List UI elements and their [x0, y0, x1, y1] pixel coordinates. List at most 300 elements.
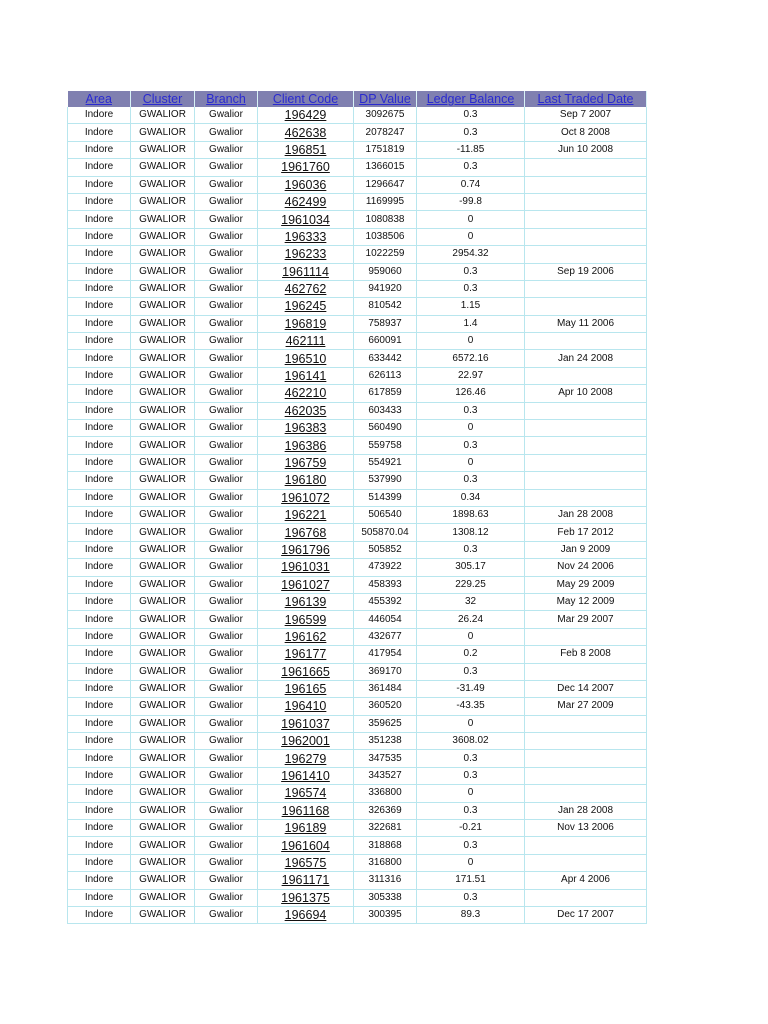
branch-cell: Gwalior: [195, 646, 258, 663]
ledger-balance-cell: 0: [417, 228, 525, 245]
client-code-link[interactable]: 196510: [258, 350, 354, 367]
dp-value-cell: 336800: [354, 785, 417, 802]
dp-value-cell: 554921: [354, 454, 417, 471]
ledger-balance-cell: 0.3: [417, 541, 525, 558]
branch-cell: Gwalior: [195, 837, 258, 854]
branch-cell: Gwalior: [195, 176, 258, 193]
client-code-link[interactable]: 1961072: [258, 489, 354, 506]
area-cell: Indore: [68, 559, 131, 576]
table-row: [68, 385, 647, 402]
area-cell: Indore: [68, 350, 131, 367]
table-row: [68, 524, 647, 541]
branch-cell: Gwalior: [195, 906, 258, 923]
area-cell: Indore: [68, 280, 131, 297]
last-traded-date-cell: Oct 8 2008: [525, 124, 647, 141]
ledger-balance-cell: 0.3: [417, 663, 525, 680]
branch-cell: Gwalior: [195, 437, 258, 454]
client-code-link[interactable]: 1961796: [258, 541, 354, 558]
last-traded-date-cell: [525, 176, 647, 193]
cluster-cell: GWALIOR: [131, 402, 195, 419]
client-code-link[interactable]: 1961665: [258, 663, 354, 680]
dp-value-cell: 369170: [354, 663, 417, 680]
table-row: [68, 159, 647, 176]
cluster-cell: GWALIOR: [131, 715, 195, 732]
area-cell: Indore: [68, 906, 131, 923]
ledger-balance-cell: -0.21: [417, 820, 525, 837]
client-code-link[interactable]: 1961410: [258, 767, 354, 784]
cluster-cell: GWALIOR: [131, 906, 195, 923]
cluster-cell: GWALIOR: [131, 524, 195, 541]
dp-value-cell: 758937: [354, 315, 417, 332]
area-cell: Indore: [68, 576, 131, 593]
last-traded-date-cell: May 11 2006: [525, 315, 647, 332]
last-traded-date-cell: [525, 437, 647, 454]
last-traded-date-cell: Mar 29 2007: [525, 611, 647, 628]
last-traded-date-cell: [525, 628, 647, 645]
dp-value-cell: 1080838: [354, 211, 417, 228]
branch-cell: Gwalior: [195, 367, 258, 384]
ledger-balance-cell: 0.3: [417, 107, 525, 124]
branch-cell: Gwalior: [195, 315, 258, 332]
ledger-balance-cell: 1308.12: [417, 524, 525, 541]
dp-value-cell: 1022259: [354, 246, 417, 263]
ledger-balance-cell: 0: [417, 333, 525, 350]
client-code-link[interactable]: 1961168: [258, 802, 354, 819]
branch-cell: Gwalior: [195, 246, 258, 263]
branch-cell: Gwalior: [195, 298, 258, 315]
ledger-balance-cell: 0.3: [417, 159, 525, 176]
client-code-link[interactable]: 1961027: [258, 576, 354, 593]
area-cell: Indore: [68, 107, 131, 124]
dp-value-cell: 506540: [354, 506, 417, 523]
ledger-balance-cell: 0: [417, 420, 525, 437]
dp-value-cell: 2078247: [354, 124, 417, 141]
dp-value-cell: 316800: [354, 854, 417, 871]
table-row: [68, 246, 647, 263]
last-traded-date-cell: [525, 750, 647, 767]
client-code-link[interactable]: 1962001: [258, 733, 354, 750]
branch-cell: Gwalior: [195, 802, 258, 819]
branch-cell: Gwalior: [195, 559, 258, 576]
ledger-balance-cell: 32: [417, 593, 525, 610]
table-row: [68, 489, 647, 506]
table-row: [68, 680, 647, 697]
area-cell: Indore: [68, 211, 131, 228]
client-code-link[interactable]: 196694: [258, 906, 354, 923]
area-cell: Indore: [68, 454, 131, 471]
cluster-cell: GWALIOR: [131, 802, 195, 819]
client-code-link[interactable]: 196233: [258, 246, 354, 263]
cluster-cell: GWALIOR: [131, 489, 195, 506]
branch-cell: Gwalior: [195, 454, 258, 471]
table-row: [68, 593, 647, 610]
last-traded-date-cell: [525, 489, 647, 506]
column-header-cluster[interactable]: Cluster: [131, 91, 195, 107]
branch-cell: Gwalior: [195, 611, 258, 628]
area-cell: Indore: [68, 124, 131, 141]
ledger-balance-cell: 305.17: [417, 559, 525, 576]
cluster-cell: GWALIOR: [131, 159, 195, 176]
column-header-dp-value[interactable]: DP Value: [354, 91, 417, 107]
client-code-link[interactable]: 196141: [258, 367, 354, 384]
client-code-link[interactable]: 196279: [258, 750, 354, 767]
branch-cell: Gwalior: [195, 141, 258, 158]
client-code-link[interactable]: 196575: [258, 854, 354, 871]
client-code-link[interactable]: 462638: [258, 124, 354, 141]
branch-cell: Gwalior: [195, 107, 258, 124]
client-code-link[interactable]: 1961760: [258, 159, 354, 176]
ledger-balance-cell: 2954.32: [417, 246, 525, 263]
client-code-link[interactable]: 1961031: [258, 559, 354, 576]
cluster-cell: GWALIOR: [131, 646, 195, 663]
last-traded-date-cell: [525, 472, 647, 489]
branch-cell: Gwalior: [195, 333, 258, 350]
last-traded-date-cell: Feb 8 2008: [525, 646, 647, 663]
client-ledger-table: [67, 91, 647, 924]
area-cell: Indore: [68, 298, 131, 315]
cluster-cell: GWALIOR: [131, 837, 195, 854]
table-row: [68, 124, 647, 141]
ledger-balance-cell: 89.3: [417, 906, 525, 923]
cluster-cell: GWALIOR: [131, 611, 195, 628]
cluster-cell: GWALIOR: [131, 872, 195, 889]
ledger-balance-cell: 0: [417, 785, 525, 802]
client-code-link[interactable]: 196768: [258, 524, 354, 541]
dp-value-cell: 1366015: [354, 159, 417, 176]
ledger-balance-cell: 126.46: [417, 385, 525, 402]
ledger-balance-cell: 0.2: [417, 646, 525, 663]
column-header-ledger-balance[interactable]: Ledger Balance: [417, 91, 525, 107]
area-cell: Indore: [68, 698, 131, 715]
header-row: [68, 91, 647, 107]
area-cell: Indore: [68, 263, 131, 280]
column-header-area[interactable]: Area: [68, 91, 131, 107]
column-header-client-code[interactable]: Client Code: [258, 91, 354, 107]
cluster-cell: GWALIOR: [131, 820, 195, 837]
last-traded-date-cell: Jan 28 2008: [525, 506, 647, 523]
last-traded-date-cell: [525, 228, 647, 245]
branch-cell: Gwalior: [195, 489, 258, 506]
last-traded-date-cell: Dec 17 2007: [525, 906, 647, 923]
area-cell: Indore: [68, 228, 131, 245]
table-row: [68, 646, 647, 663]
last-traded-date-cell: [525, 889, 647, 906]
last-traded-date-cell: [525, 663, 647, 680]
dp-value-cell: 351238: [354, 733, 417, 750]
cluster-cell: GWALIOR: [131, 750, 195, 767]
cluster-cell: GWALIOR: [131, 350, 195, 367]
client-code-link[interactable]: 196036: [258, 176, 354, 193]
table-row: [68, 211, 647, 228]
branch-cell: Gwalior: [195, 576, 258, 593]
branch-cell: Gwalior: [195, 715, 258, 732]
last-traded-date-cell: Nov 13 2006: [525, 820, 647, 837]
table-row: [68, 767, 647, 784]
dp-value-cell: 537990: [354, 472, 417, 489]
last-traded-date-cell: Mar 27 2009: [525, 698, 647, 715]
cluster-cell: GWALIOR: [131, 141, 195, 158]
dp-value-cell: 322681: [354, 820, 417, 837]
branch-cell: Gwalior: [195, 524, 258, 541]
last-traded-date-cell: [525, 854, 647, 871]
table-row: [68, 559, 647, 576]
client-code-link[interactable]: 196165: [258, 680, 354, 697]
client-code-link[interactable]: 196429: [258, 107, 354, 124]
area-cell: Indore: [68, 333, 131, 350]
client-code-link[interactable]: 196851: [258, 141, 354, 158]
client-code-link[interactable]: 196139: [258, 593, 354, 610]
area-cell: Indore: [68, 472, 131, 489]
last-traded-date-cell: [525, 402, 647, 419]
ledger-balance-cell: -31.49: [417, 680, 525, 697]
table-row: [68, 628, 647, 645]
last-traded-date-cell: Apr 10 2008: [525, 385, 647, 402]
area-cell: Indore: [68, 872, 131, 889]
client-code-link[interactable]: 1961114: [258, 263, 354, 280]
table-body: [68, 107, 647, 924]
branch-cell: Gwalior: [195, 854, 258, 871]
client-code-link[interactable]: 196383: [258, 420, 354, 437]
cluster-cell: GWALIOR: [131, 263, 195, 280]
branch-cell: Gwalior: [195, 280, 258, 297]
table-row: [68, 333, 647, 350]
table-row: [68, 141, 647, 158]
last-traded-date-cell: [525, 785, 647, 802]
cluster-cell: GWALIOR: [131, 733, 195, 750]
last-traded-date-cell: [525, 733, 647, 750]
cluster-cell: GWALIOR: [131, 228, 195, 245]
branch-cell: Gwalior: [195, 263, 258, 280]
client-code-link[interactable]: 462035: [258, 402, 354, 419]
last-traded-date-cell: [525, 280, 647, 297]
client-code-link[interactable]: 1961034: [258, 211, 354, 228]
area-cell: Indore: [68, 767, 131, 784]
ledger-balance-cell: -11.85: [417, 141, 525, 158]
dp-value-cell: 305338: [354, 889, 417, 906]
client-code-link[interactable]: 462210: [258, 385, 354, 402]
client-code-link[interactable]: 196574: [258, 785, 354, 802]
dp-value-cell: 959060: [354, 263, 417, 280]
client-code-link[interactable]: 196819: [258, 315, 354, 332]
client-code-link[interactable]: 196177: [258, 646, 354, 663]
client-code-link[interactable]: 1961375: [258, 889, 354, 906]
client-code-link[interactable]: 196333: [258, 228, 354, 245]
client-code-link[interactable]: 462762: [258, 280, 354, 297]
last-traded-date-cell: [525, 454, 647, 471]
dp-value-cell: 326369: [354, 802, 417, 819]
cluster-cell: GWALIOR: [131, 211, 195, 228]
table-row: [68, 454, 647, 471]
area-cell: Indore: [68, 733, 131, 750]
last-traded-date-cell: Dec 14 2007: [525, 680, 647, 697]
table-row: [68, 367, 647, 384]
ledger-balance-cell: 0.3: [417, 402, 525, 419]
table-row: [68, 263, 647, 280]
area-cell: Indore: [68, 628, 131, 645]
branch-cell: Gwalior: [195, 228, 258, 245]
cluster-cell: GWALIOR: [131, 124, 195, 141]
ledger-balance-cell: 0.3: [417, 767, 525, 784]
ledger-balance-cell: 0: [417, 628, 525, 645]
last-traded-date-cell: [525, 367, 647, 384]
last-traded-date-cell: [525, 767, 647, 784]
ledger-balance-cell: 0.3: [417, 437, 525, 454]
branch-cell: Gwalior: [195, 663, 258, 680]
dp-value-cell: 810542: [354, 298, 417, 315]
branch-cell: Gwalior: [195, 124, 258, 141]
dp-value-cell: 514399: [354, 489, 417, 506]
dp-value-cell: 300395: [354, 906, 417, 923]
ledger-balance-cell: 0: [417, 715, 525, 732]
ledger-balance-cell: 0.3: [417, 263, 525, 280]
dp-value-cell: 1296647: [354, 176, 417, 193]
branch-cell: Gwalior: [195, 698, 258, 715]
ledger-balance-cell: 26.24: [417, 611, 525, 628]
cluster-cell: GWALIOR: [131, 367, 195, 384]
ledger-balance-cell: 0.3: [417, 802, 525, 819]
area-cell: Indore: [68, 889, 131, 906]
client-code-link[interactable]: 196180: [258, 472, 354, 489]
client-code-link[interactable]: 196245: [258, 298, 354, 315]
area-cell: Indore: [68, 402, 131, 419]
branch-cell: Gwalior: [195, 402, 258, 419]
client-code-link[interactable]: 196162: [258, 628, 354, 645]
branch-cell: Gwalior: [195, 628, 258, 645]
dp-value-cell: 560490: [354, 420, 417, 437]
column-header-last-traded-date[interactable]: Last Traded Date: [525, 91, 647, 107]
last-traded-date-cell: [525, 193, 647, 210]
branch-cell: Gwalior: [195, 541, 258, 558]
branch-cell: Gwalior: [195, 506, 258, 523]
client-code-link[interactable]: 1961171: [258, 872, 354, 889]
branch-cell: Gwalior: [195, 350, 258, 367]
branch-cell: Gwalior: [195, 385, 258, 402]
cluster-cell: GWALIOR: [131, 280, 195, 297]
table-row: [68, 785, 647, 802]
dp-value-cell: 603433: [354, 402, 417, 419]
table-row: [68, 506, 647, 523]
area-cell: Indore: [68, 159, 131, 176]
dp-value-cell: 633442: [354, 350, 417, 367]
cluster-cell: GWALIOR: [131, 854, 195, 871]
area-cell: Indore: [68, 420, 131, 437]
client-code-link[interactable]: 1961037: [258, 715, 354, 732]
ledger-balance-cell: -99.8: [417, 193, 525, 210]
ledger-balance-cell: 0: [417, 211, 525, 228]
dp-value-cell: 361484: [354, 680, 417, 697]
table-row: [68, 437, 647, 454]
branch-cell: Gwalior: [195, 785, 258, 802]
cluster-cell: GWALIOR: [131, 576, 195, 593]
last-traded-date-cell: May 12 2009: [525, 593, 647, 610]
cluster-cell: GWALIOR: [131, 785, 195, 802]
cluster-cell: GWALIOR: [131, 889, 195, 906]
branch-cell: Gwalior: [195, 420, 258, 437]
ledger-balance-cell: 1898.63: [417, 506, 525, 523]
branch-cell: Gwalior: [195, 211, 258, 228]
area-cell: Indore: [68, 593, 131, 610]
cluster-cell: GWALIOR: [131, 680, 195, 697]
last-traded-date-cell: May 29 2009: [525, 576, 647, 593]
area-cell: Indore: [68, 854, 131, 871]
last-traded-date-cell: Nov 24 2006: [525, 559, 647, 576]
ledger-balance-cell: 171.51: [417, 872, 525, 889]
table-row: [68, 472, 647, 489]
ledger-balance-cell: 3608.02: [417, 733, 525, 750]
branch-cell: Gwalior: [195, 750, 258, 767]
table-row: [68, 837, 647, 854]
branch-cell: Gwalior: [195, 193, 258, 210]
ledger-balance-cell: 0: [417, 854, 525, 871]
last-traded-date-cell: [525, 211, 647, 228]
dp-value-cell: 505852: [354, 541, 417, 558]
client-code-link[interactable]: 196189: [258, 820, 354, 837]
area-cell: Indore: [68, 437, 131, 454]
area-cell: Indore: [68, 176, 131, 193]
client-code-link[interactable]: 462111: [258, 333, 354, 350]
client-code-link[interactable]: 196386: [258, 437, 354, 454]
ledger-balance-cell: 0.3: [417, 750, 525, 767]
column-header-branch[interactable]: Branch: [195, 91, 258, 107]
area-cell: Indore: [68, 367, 131, 384]
area-cell: Indore: [68, 785, 131, 802]
dp-value-cell: 343527: [354, 767, 417, 784]
table-row: [68, 420, 647, 437]
cluster-cell: GWALIOR: [131, 420, 195, 437]
cluster-cell: GWALIOR: [131, 385, 195, 402]
cluster-cell: GWALIOR: [131, 506, 195, 523]
last-traded-date-cell: [525, 333, 647, 350]
branch-cell: Gwalior: [195, 159, 258, 176]
client-code-link[interactable]: 196599: [258, 611, 354, 628]
cluster-cell: GWALIOR: [131, 663, 195, 680]
cluster-cell: GWALIOR: [131, 246, 195, 263]
table-row: [68, 802, 647, 819]
dp-value-cell: 660091: [354, 333, 417, 350]
area-cell: Indore: [68, 611, 131, 628]
branch-cell: Gwalior: [195, 593, 258, 610]
client-code-link[interactable]: 462499: [258, 193, 354, 210]
client-code-link[interactable]: 196759: [258, 454, 354, 471]
table-row: [68, 750, 647, 767]
last-traded-date-cell: Jan 28 2008: [525, 802, 647, 819]
table-row: [68, 872, 647, 889]
last-traded-date-cell: [525, 298, 647, 315]
branch-cell: Gwalior: [195, 872, 258, 889]
cluster-cell: GWALIOR: [131, 193, 195, 210]
area-cell: Indore: [68, 506, 131, 523]
last-traded-date-cell: Jun 10 2008: [525, 141, 647, 158]
client-code-link[interactable]: 1961604: [258, 837, 354, 854]
client-code-link[interactable]: 196221: [258, 506, 354, 523]
client-code-link[interactable]: 196410: [258, 698, 354, 715]
table-row: [68, 820, 647, 837]
cluster-cell: GWALIOR: [131, 437, 195, 454]
cluster-cell: GWALIOR: [131, 333, 195, 350]
dp-value-cell: 626113: [354, 367, 417, 384]
ledger-balance-cell: 0.3: [417, 837, 525, 854]
area-cell: Indore: [68, 802, 131, 819]
ledger-balance-cell: 1.4: [417, 315, 525, 332]
cluster-cell: GWALIOR: [131, 698, 195, 715]
table-row: [68, 541, 647, 558]
area-cell: Indore: [68, 524, 131, 541]
ledger-balance-cell: 22.97: [417, 367, 525, 384]
area-cell: Indore: [68, 663, 131, 680]
table-row: [68, 733, 647, 750]
cluster-cell: GWALIOR: [131, 315, 195, 332]
table-row: [68, 176, 647, 193]
